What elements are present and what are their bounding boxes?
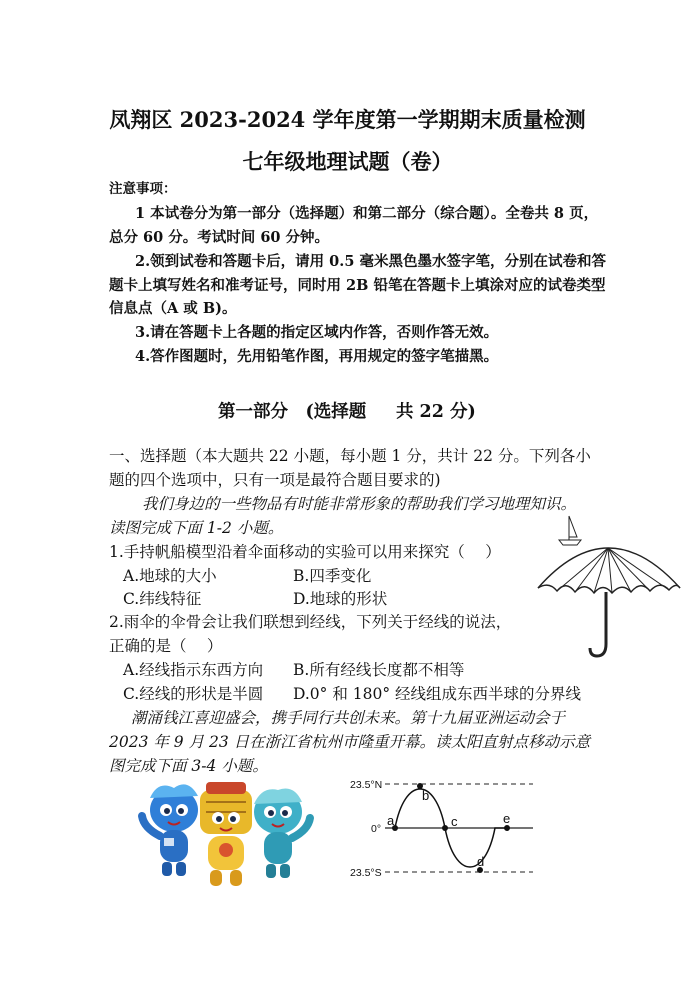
note-4: 4.答作图题时，先用铅笔作图，再用规定的签字笔描黑。: [135, 348, 499, 365]
section-intro-line-2: 题的四个选项中，只有一项是最符合题目要求的): [109, 471, 441, 489]
label-point-e: e: [503, 811, 511, 826]
passage-1-line-1: 我们身边的一些物品有时能非常形象的帮助我们学习地理知识。: [142, 495, 577, 513]
asian-games-mascots-image: [136, 778, 316, 890]
question-2-option-b: B.所有经线长度都不相等: [293, 661, 465, 679]
mascot-yellow-middle: [200, 782, 252, 886]
umbrella-illustration: [530, 510, 690, 660]
label-23-5-s: 23.5°S: [350, 867, 382, 879]
note-2-line-3: 信息点（A 或 B)。: [109, 300, 237, 317]
passage-2-line-2: 2023 年 9 月 23 日在浙江省杭州市隆重开幕。读太阳直射点移动示意: [109, 733, 591, 751]
exam-subtitle: 七年级地理试题（卷）: [242, 149, 453, 174]
label-point-c: c: [451, 814, 458, 829]
question-1-option-a: A.地球的大小: [123, 567, 217, 585]
question-2-option-d: D.0° 和 180° 经线组成东西半球的分界线: [293, 685, 582, 703]
sun-direct-point-diagram: [345, 772, 535, 880]
note-2-line-1: 2.领到试卷和答题卡后，请用 0.5 毫米黑色墨水签字笔，分别在试卷和答: [135, 253, 606, 270]
mascot-blue-left: [142, 784, 198, 876]
note-1-line-1: 1 本试卷分为第一部分（选择题）和第二部分（综合题）。全卷共 8 页，: [135, 205, 599, 222]
note-1-line-2: 总分 60 分。考试时间 60 分钟。: [109, 229, 330, 246]
passage-2-line-3: 图完成下面 3-4 小题。: [109, 757, 268, 775]
label-point-a: a: [387, 813, 395, 828]
mascot-teal-right: [254, 789, 310, 879]
notes-heading: 注意事项：: [109, 181, 177, 197]
point-c-marker: [442, 825, 448, 831]
label-point-b: b: [422, 788, 430, 803]
part1-heading: 第一部分 (选择题 共 22 分): [218, 402, 476, 422]
label-point-d: d: [477, 854, 485, 869]
question-2-stem-line-2: 正确的是（ ）: [109, 637, 223, 655]
question-1-option-d: D.地球的形状: [293, 590, 388, 608]
exam-title: 凤翔区 2023-2024 学年度第一学期期末质量检测: [109, 107, 586, 132]
section-intro-line-1: 一、选择题（本大题共 22 小题，每小题 1 分，共计 22 分。下列各小: [109, 447, 591, 465]
note-2-line-2: 题卡上填写姓名和准考证号，同时用 2B 铅笔在答题卡上填涂对应的试卷类型: [109, 277, 606, 294]
question-1-option-c: C.纬线特征: [123, 590, 202, 608]
label-equator: 0°: [371, 823, 382, 835]
passage-1-line-2: 读图完成下面 1-2 小题。: [109, 519, 284, 537]
question-2-option-a: A.经线指示东西方向: [123, 661, 264, 679]
sailboat-icon: [559, 516, 581, 545]
question-2-option-c: C.经线的形状是半圆: [123, 685, 264, 703]
question-1-stem: 1.手持帆船模型沿着伞面移动的实验可以用来探究（ ）: [109, 543, 501, 561]
question-1-option-b: B.四季变化: [293, 567, 372, 585]
passage-2-line-1: 潮涌钱江喜迎盛会，携手同行共创未来。第十九届亚洲运动会于: [131, 709, 566, 727]
question-2-stem-line-1: 2.雨伞的伞骨会让我们联想到经线，下列关于经线的说法，: [109, 613, 512, 631]
note-3: 3.请在答题卡上各题的指定区域内作答，否则作答无效。: [135, 324, 499, 341]
label-23-5-n: 23.5°N: [350, 779, 383, 791]
